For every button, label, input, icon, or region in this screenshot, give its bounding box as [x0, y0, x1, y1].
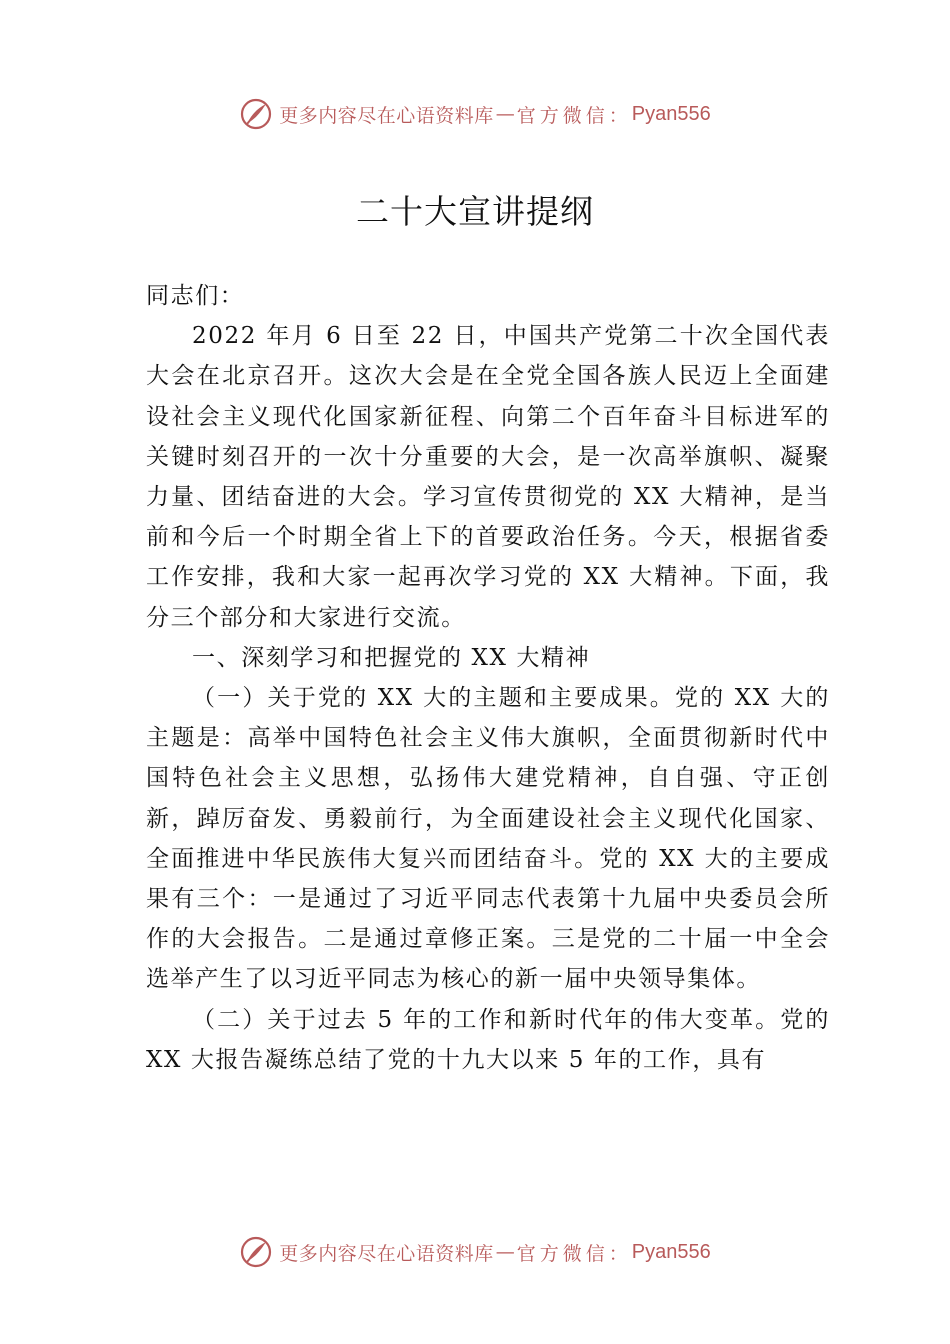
footer-banner [0, 1230, 950, 1274]
section-heading-1: 一、深刻学习和把握党的 XX 大精神 [192, 644, 591, 671]
quill-logo-icon [239, 97, 273, 131]
banner-site-name: 更多内容尽在心语资料库 [279, 104, 494, 127]
banner-wechat-id: Pyan556 [631, 1240, 711, 1263]
document-body [146, 276, 830, 1080]
banner-wechat-label: 官方微信： [516, 1242, 632, 1265]
salutation: 同志们： [146, 283, 245, 309]
quill-logo-icon [239, 1235, 273, 1269]
banner-separator: — [495, 103, 515, 125]
banner-site-name: 更多内容尽在心语资料库 [279, 1242, 494, 1265]
header-banner [0, 92, 950, 136]
banner-separator: — [495, 1241, 515, 1263]
banner-wechat-id: Pyan556 [631, 102, 711, 125]
paragraph-past-five-years: （二）关于过去 5 年的工作和新时代年的伟大变革。党的 XX 大报告凝练总结了党的十九大以来 5 年的工作，具有 [146, 1006, 830, 1073]
paragraph-theme-results: （一）关于党的 XX 大的主题和主要成果。党的 XX 大的主题是：高举中国特色社会主义伟大旗帜，全面贯彻新时代中国特色社会主义思想，弘扬伟大建党精神，自自强、守正创新，踔厉奋发、勇毅前行，为全面建设社会主义现代化国家、全面推进中华民族伟大复兴而团结奋斗。党的 XX 大的主要成果有三个：一是通过了习近平同志代表第十九届中央委员会所作的大会报告。二是通过章修正案。三是党的二十届一中全会选举产生了以习近平同志为核心的新一届中央领导集体。 [146, 685, 830, 993]
document-title: 二十大宣讲提纲 [356, 192, 594, 231]
paragraph-intro: 2022 年月 6 日至 22 日，中国共产党第二十次全国代表大会在北京召开。这次大会是在全党全国各族人民迈上全面建设社会主义现代化国家新征程、向第二个百年奋斗目标进军的关键时刻召开的一次十分重要的大会，是一次高举旗帜、凝聚力量、团结奋进的大会。学习宣传贯彻党的 XX 大精神，是当前和今后一个时期全省上下的首要政治任务。今天，根据省委工作安排，我和大家一起再次学习党的 XX 大精神。下面，我分三个部分和大家进行交流。 [146, 323, 830, 631]
banner-wechat-label: 官方微信： [516, 104, 632, 127]
